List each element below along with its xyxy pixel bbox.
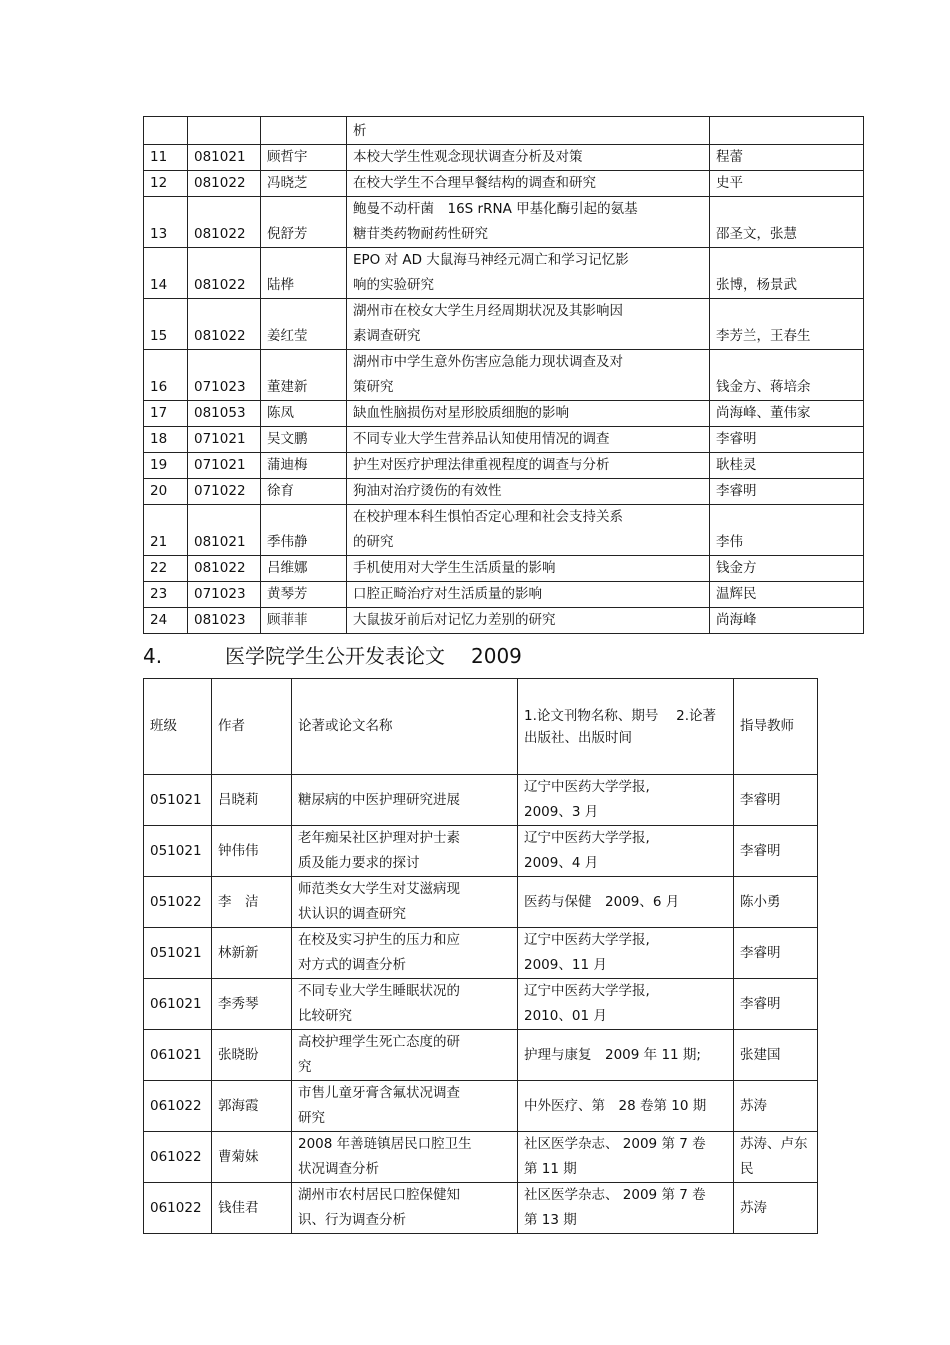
paper-advisor: 李睿明 [734, 979, 818, 1030]
paper-author: 钱佳君 [212, 1183, 292, 1234]
paper-journal-line: 辽宁中医药大学学报, [524, 932, 650, 948]
paper-journal-line: 2009、11 月 [524, 957, 607, 973]
row-title-line: 策研究 [353, 379, 394, 395]
paper-title [292, 1030, 518, 1081]
paper-class: 061022 [144, 1183, 212, 1234]
research-projects-table [143, 116, 864, 634]
row-number: 14 [144, 248, 188, 299]
table-header-row [144, 679, 818, 775]
row-name: 陆桦 [261, 248, 347, 299]
paper-title-line: 师范类女大学生对艾滋病现 [298, 881, 460, 897]
research-projects-body [144, 117, 864, 634]
paper-advisor: 苏涛、卢东民 [734, 1132, 818, 1183]
paper-journal [518, 1030, 734, 1081]
row-title-line: 手机使用对大学生生活质量的影响 [353, 560, 556, 576]
paper-advisor: 苏涛 [734, 1183, 818, 1234]
paper-journal [518, 928, 734, 979]
paper-journal-line: 社区医学杂志、 2009 第 7 卷 [524, 1187, 706, 1203]
row-number: 22 [144, 556, 188, 582]
row-advisor: 程蕾 [710, 145, 864, 171]
row-title-line: 不同专业大学生营养品认知使用情况的调查 [353, 431, 610, 447]
paper-journal-line: 第 13 期 [524, 1212, 577, 1228]
row-class: 081023 [188, 608, 261, 634]
section-year: 2009 [471, 644, 522, 668]
row-name: 徐育 [261, 479, 347, 505]
header-journal: 1.论文刊物名称、期号 2.论著出版社、出版时间 [518, 679, 734, 775]
paper-journal-line: 2009、3 月 [524, 804, 599, 820]
paper-title-line: 对方式的调查分析 [298, 957, 406, 973]
paper-class: 051022 [144, 877, 212, 928]
paper-title-line: 湖州市农村居民口腔保健知 [298, 1187, 460, 1203]
table-row [144, 582, 864, 608]
row-name: 陈凤 [261, 401, 347, 427]
row-advisor: 李睿明 [710, 479, 864, 505]
paper-journal [518, 979, 734, 1030]
header-class: 班级 [144, 679, 212, 775]
row-title [347, 350, 710, 401]
table-row [144, 479, 864, 505]
table-row [144, 197, 864, 248]
row-title [347, 299, 710, 350]
header-title: 论著或论文名称 [292, 679, 518, 775]
table-row [144, 171, 864, 197]
paper-class: 061022 [144, 1081, 212, 1132]
row-title-line: 狗油对治疗烫伤的有效性 [353, 483, 502, 499]
row-class: 081022 [188, 197, 261, 248]
section-heading [143, 640, 522, 669]
paper-title [292, 826, 518, 877]
paper-journal [518, 877, 734, 928]
paper-author: 钟伟伟 [212, 826, 292, 877]
paper-title-line: 不同专业大学生睡眠状况的 [298, 983, 460, 999]
paper-title-line: 研究 [298, 1110, 325, 1126]
paper-title-line: 状况调查分析 [298, 1161, 379, 1177]
paper-title-line: 状认识的调查研究 [298, 906, 406, 922]
row-name: 黄琴芳 [261, 582, 347, 608]
table-row [144, 401, 864, 427]
table-row [144, 505, 864, 556]
table-row [144, 1132, 818, 1183]
row-title [347, 117, 710, 145]
table-row [144, 248, 864, 299]
row-number: 24 [144, 608, 188, 634]
table-row [144, 928, 818, 979]
row-title [347, 479, 710, 505]
paper-title-line: 高校护理学生死亡态度的研 [298, 1034, 460, 1050]
row-title [347, 427, 710, 453]
paper-advisor: 李睿明 [734, 826, 818, 877]
row-name: 顾哲宇 [261, 145, 347, 171]
row-title [347, 197, 710, 248]
row-advisor [710, 117, 864, 145]
row-title [347, 401, 710, 427]
paper-title [292, 1081, 518, 1132]
row-name: 吕维娜 [261, 556, 347, 582]
row-class: 081053 [188, 401, 261, 427]
row-title-line: 湖州市在校女大学生月经周期状况及其影响因 [353, 303, 623, 319]
paper-journal [518, 1081, 734, 1132]
paper-advisor: 张建国 [734, 1030, 818, 1081]
paper-class: 051021 [144, 775, 212, 826]
row-class [188, 117, 261, 145]
row-class: 081022 [188, 299, 261, 350]
row-name: 冯晓芝 [261, 171, 347, 197]
table-row [144, 979, 818, 1030]
row-title [347, 453, 710, 479]
row-advisor: 尚海峰、董伟家 [710, 401, 864, 427]
paper-class: 061022 [144, 1132, 212, 1183]
row-class: 071022 [188, 479, 261, 505]
paper-title [292, 877, 518, 928]
paper-title-line: 究 [298, 1059, 312, 1075]
paper-journal-line: 中外医疗、第 28 卷第 10 期 [524, 1097, 707, 1114]
paper-author: 张晓盼 [212, 1030, 292, 1081]
row-title-line: EPO 对 AD 大鼠海马神经元凋亡和学习记忆影 [353, 252, 629, 268]
header-author: 作者 [212, 679, 292, 775]
paper-title [292, 1132, 518, 1183]
paper-journal-line: 2010、01 月 [524, 1008, 607, 1024]
paper-title-line: 糖尿病的中医护理研究进展 [298, 791, 460, 808]
row-name: 顾菲菲 [261, 608, 347, 634]
row-title-line: 缺血性脑损伤对星形胶质细胞的影响 [353, 405, 569, 421]
paper-journal-line: 护理与康复 2009 年 11 期; [524, 1046, 701, 1063]
row-name: 倪舒芳 [261, 197, 347, 248]
paper-advisor: 李睿明 [734, 775, 818, 826]
row-title [347, 248, 710, 299]
paper-title-line: 在校及实习护生的压力和应 [298, 932, 460, 948]
paper-title [292, 1183, 518, 1234]
paper-class: 051021 [144, 826, 212, 877]
paper-title [292, 979, 518, 1030]
row-number: 13 [144, 197, 188, 248]
row-title-line: 鲍曼不动杆菌 16S rRNA 甲基化酶引起的氨基 [353, 201, 638, 217]
table-row [144, 427, 864, 453]
table-row [144, 826, 818, 877]
row-title-line: 大鼠拔牙前后对记忆力差别的研究 [353, 612, 556, 628]
row-title [347, 505, 710, 556]
paper-title-line: 老年痴呆社区护理对护士素 [298, 830, 460, 846]
row-advisor: 邵圣文，张慧 [710, 197, 864, 248]
paper-journal-line: 第 11 期 [524, 1161, 577, 1177]
paper-class: 061021 [144, 1030, 212, 1081]
row-class: 081022 [188, 556, 261, 582]
paper-title [292, 928, 518, 979]
paper-journal [518, 775, 734, 826]
row-class: 071023 [188, 582, 261, 608]
published-papers-body [144, 679, 818, 1234]
row-title-line: 响的实验研究 [353, 277, 434, 293]
table-row [144, 1183, 818, 1234]
row-advisor: 李睿明 [710, 427, 864, 453]
paper-class: 051021 [144, 928, 212, 979]
row-title-line: 湖州市中学生意外伤害应急能力现状调查及对 [353, 354, 623, 370]
row-advisor: 尚海峰 [710, 608, 864, 634]
row-title [347, 145, 710, 171]
paper-journal-line: 辽宁中医药大学学报, [524, 779, 650, 795]
row-name: 季伟静 [261, 505, 347, 556]
paper-author: 吕晓莉 [212, 775, 292, 826]
table-row [144, 299, 864, 350]
table-row [144, 877, 818, 928]
paper-journal-line: 医药与保健 2009、6 月 [524, 893, 680, 910]
row-name: 蒲迪梅 [261, 453, 347, 479]
row-title [347, 608, 710, 634]
paper-advisor: 苏涛 [734, 1081, 818, 1132]
row-number: 23 [144, 582, 188, 608]
row-number: 20 [144, 479, 188, 505]
paper-journal-line: 辽宁中医药大学学报, [524, 830, 650, 846]
paper-title-line: 识、行为调查分析 [298, 1212, 406, 1228]
paper-journal-line: 辽宁中医药大学学报, [524, 983, 650, 999]
row-name [261, 117, 347, 145]
paper-advisor: 李睿明 [734, 928, 818, 979]
header-advisor: 指导教师 [734, 679, 818, 775]
row-title-line: 的研究 [353, 534, 394, 550]
row-name: 姜红莹 [261, 299, 347, 350]
paper-title-line: 2008 年善琏镇居民口腔卫生 [298, 1136, 472, 1152]
row-title-line: 在校护理本科生惧怕否定心理和社会支持关系 [353, 509, 623, 525]
row-advisor: 钱金方 [710, 556, 864, 582]
row-number: 16 [144, 350, 188, 401]
paper-title-line: 市售儿童牙膏含氟状况调查 [298, 1085, 460, 1101]
row-name: 吴文鹏 [261, 427, 347, 453]
table-row [144, 350, 864, 401]
row-advisor: 张博，杨景武 [710, 248, 864, 299]
row-number: 18 [144, 427, 188, 453]
table-row [144, 608, 864, 634]
row-title [347, 556, 710, 582]
row-number: 15 [144, 299, 188, 350]
paper-author: 曹菊妹 [212, 1132, 292, 1183]
paper-advisor: 陈小勇 [734, 877, 818, 928]
row-number: 11 [144, 145, 188, 171]
row-title-line: 析 [353, 123, 367, 139]
section-title: 医学院学生公开发表论文 [225, 644, 445, 668]
row-class: 081021 [188, 505, 261, 556]
row-class: 081022 [188, 248, 261, 299]
paper-journal-line: 社区医学杂志、 2009 第 7 卷 [524, 1136, 706, 1152]
paper-author: 李 洁 [212, 877, 292, 928]
table-row [144, 1081, 818, 1132]
row-advisor: 李芳兰，王春生 [710, 299, 864, 350]
paper-journal [518, 826, 734, 877]
section-number: 4. [143, 644, 163, 668]
row-title [347, 171, 710, 197]
table-row [144, 556, 864, 582]
published-papers-table [143, 678, 818, 1234]
table-row [144, 775, 818, 826]
row-number: 12 [144, 171, 188, 197]
row-advisor: 史平 [710, 171, 864, 197]
paper-journal [518, 1183, 734, 1234]
row-title-line: 素调查研究 [353, 328, 421, 344]
row-class: 071021 [188, 453, 261, 479]
row-advisor: 耿桂灵 [710, 453, 864, 479]
paper-title [292, 775, 518, 826]
table-row [144, 1030, 818, 1081]
paper-title-line: 质及能力要求的探讨 [298, 855, 420, 871]
row-number: 21 [144, 505, 188, 556]
paper-author: 林新新 [212, 928, 292, 979]
row-title-line: 在校大学生不合理早餐结构的调查和研究 [353, 175, 596, 191]
table-row [144, 145, 864, 171]
paper-author: 李秀琴 [212, 979, 292, 1030]
paper-author: 郭海霞 [212, 1081, 292, 1132]
row-title-line: 口腔正畸治疗对生活质量的影响 [353, 586, 542, 602]
paper-title-line: 比较研究 [298, 1008, 352, 1024]
paper-class: 061021 [144, 979, 212, 1030]
table-row [144, 453, 864, 479]
row-title-line: 护生对医疗护理法律重视程度的调查与分析 [353, 457, 610, 473]
paper-journal-line: 2009、4 月 [524, 855, 599, 871]
row-number: 19 [144, 453, 188, 479]
row-class: 081022 [188, 171, 261, 197]
table-row [144, 117, 864, 145]
row-class: 071021 [188, 427, 261, 453]
row-number [144, 117, 188, 145]
row-title-line: 糖苷类药物耐药性研究 [353, 226, 488, 242]
row-advisor: 温辉民 [710, 582, 864, 608]
row-number: 17 [144, 401, 188, 427]
row-title [347, 582, 710, 608]
row-advisor: 钱金方、蒋培余 [710, 350, 864, 401]
row-advisor: 李伟 [710, 505, 864, 556]
paper-journal [518, 1132, 734, 1183]
row-class: 071023 [188, 350, 261, 401]
row-class: 081021 [188, 145, 261, 171]
row-title-line: 本校大学生性观念现状调查分析及对策 [353, 149, 583, 165]
row-name: 董建新 [261, 350, 347, 401]
